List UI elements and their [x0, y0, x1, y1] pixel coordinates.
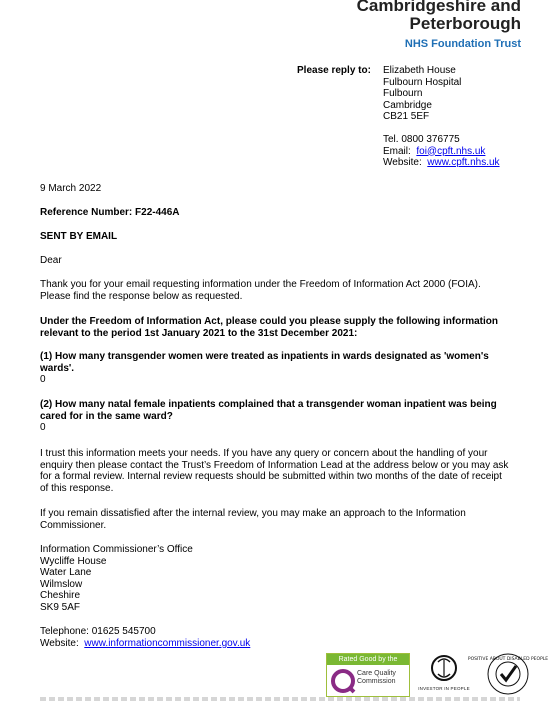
tel-line: Tel. 0800 376775: [383, 134, 460, 145]
disability-label: POSITIVE ABOUT DISABLED PEOPLE: [467, 657, 549, 662]
dissatisfied-paragraph: [40, 508, 520, 531]
salutation: Dear: [40, 255, 62, 266]
cqc-name: [357, 670, 396, 686]
trust-line: enquiry then please contact the Trust’s Freedom of Information Lead at the address below or you may ask: [40, 459, 509, 471]
cqc-logo: [326, 653, 410, 697]
request-paragraph: [40, 316, 520, 339]
cqc-name-line: Commission: [357, 678, 396, 685]
letter-date: 9 March 2022: [40, 183, 102, 194]
cqc-name-line: Care Quality: [357, 670, 396, 677]
email-link[interactable]: foi@cpft.nhs.uk: [416, 145, 486, 157]
ico-address: [40, 544, 520, 613]
disability-tick-icon: [467, 652, 549, 696]
website-line: [383, 157, 500, 169]
org-name-line2: Peterborough: [409, 14, 521, 33]
org-name-line3: NHS Foundation Trust: [404, 38, 521, 50]
address-line: CB21 5EF: [383, 111, 430, 122]
website-label: Website:: [383, 157, 422, 168]
question-2: [40, 399, 520, 434]
dissatisfied-line: If you remain dissatisfied after the internal review, you may make an approach to the Information: [40, 508, 466, 519]
trust-line: for a formal review. Internal review requests should be submitted within two months of the date of receipt: [40, 471, 502, 482]
iip-label: INVESTOR IN PEOPLE: [418, 686, 470, 691]
address-line: Elizabeth House: [383, 65, 456, 76]
intro-paragraph: [40, 279, 520, 302]
ico-address-line: Water Lane: [40, 567, 92, 578]
answer-2: 0: [40, 422, 46, 433]
question-line: (1) How many transgender women were treated as inpatients in wards designated as 'women's: [40, 351, 489, 362]
question-line: cared for in the same ward?: [40, 410, 173, 422]
address-line: Fulbourn Hospital: [383, 76, 462, 88]
footer-rule: [40, 697, 520, 701]
question-1: [40, 351, 520, 386]
ico-address-line: SK9 5AF: [40, 601, 81, 613]
request-line: relevant to the period 1st January 2021 to the 31st December 2021:: [40, 327, 358, 339]
answer-1: 0: [40, 374, 46, 385]
cqc-rating: Rated Good by the: [327, 654, 409, 665]
ico-address-line: Cheshire: [40, 590, 81, 601]
cqc-mark-icon: [329, 667, 359, 695]
website-link[interactable]: www.cpft.nhs.uk: [427, 157, 500, 168]
ico-website-link[interactable]: www.informationcommissioner.gov.uk: [84, 637, 251, 649]
trust-paragraph: [40, 448, 520, 494]
question-line: wards'.: [40, 362, 75, 374]
address-line: Cambridge: [383, 99, 432, 111]
question-line: (2) How many natal female inpatients complained that a transgender woman inpatient was being: [40, 399, 497, 410]
sent-by: SENT BY EMAIL: [40, 231, 118, 242]
email-label: Email:: [383, 145, 411, 157]
trust-line: I trust this information meets your needs. If you have any query or concern about the handling of your: [40, 448, 488, 459]
dissatisfied-line: Commissioner.: [40, 519, 107, 531]
laurel-icon: [418, 652, 470, 686]
trust-line: of this response.: [40, 482, 114, 494]
request-line: Under the Freedom of Information Act, please could you please supply the following information: [40, 316, 499, 327]
address-line: Fulbourn: [383, 88, 423, 99]
email-line: [383, 146, 500, 158]
org-name-line1: Cambridgeshire and: [356, 0, 521, 15]
reply-address: [383, 65, 500, 169]
reference-number: Reference Number: F22-446A: [40, 207, 180, 218]
intro-line: Thank you for your email requesting information under the Freedom of Information Act 2000 (FOIA).: [40, 279, 481, 290]
ico-address-line: Wilmslow: [40, 578, 83, 590]
ico-contact: [40, 626, 520, 649]
reply-label: Please reply to:: [297, 65, 371, 76]
ico-address-line: Information Commissioner’s Office: [40, 544, 193, 555]
accreditation-logos: [326, 652, 549, 697]
ico-website-label: Website:: [40, 637, 79, 649]
disability-logo: [467, 652, 549, 696]
intro-line: Please find the response below as requested.: [40, 290, 243, 302]
ico-address-line: Wycliffe House: [40, 555, 107, 567]
ico-website-line: [40, 638, 520, 650]
investors-in-people-logo: [418, 652, 470, 696]
ico-telephone: Telephone: 01625 545700: [40, 626, 156, 637]
